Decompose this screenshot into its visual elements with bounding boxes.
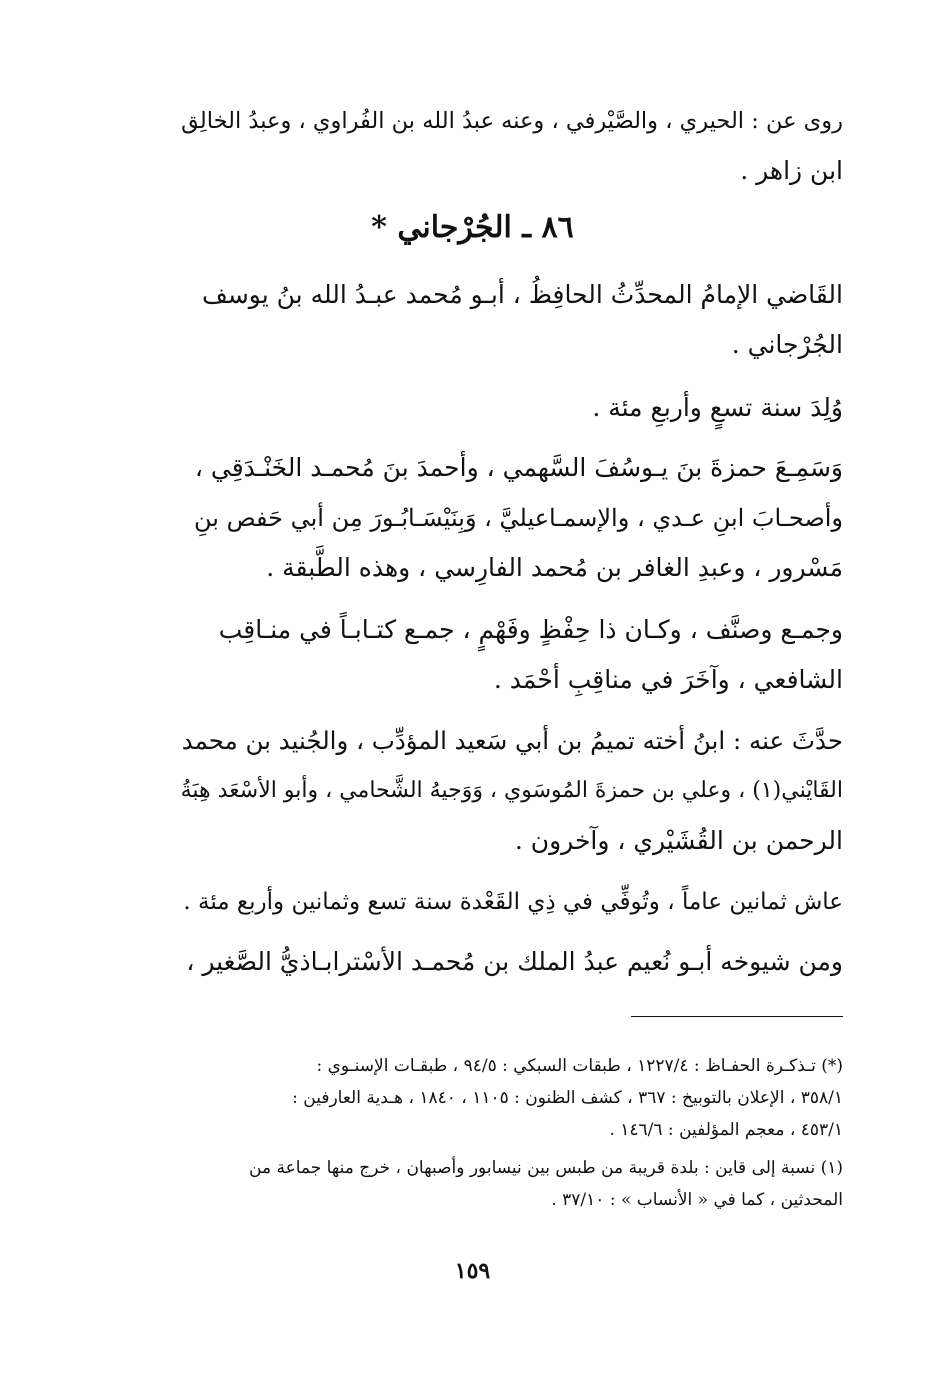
footnote-line: (*) تـذكـرة الحفـاظ : ١٢٢٧/٤ ، طبقات السبكي : ٩٤/٥ ، طبقـات الإسنـوي : (316, 1056, 843, 1076)
paragraph-death (181, 877, 843, 927)
text-line: مَسْرور ، وعبدِ الغافر بن مُحمد الفارِسي ، وهذه الطَّبقة . (266, 553, 843, 582)
footnote-sources (181, 1050, 843, 1146)
text-line: ابن زاهر . (740, 156, 843, 185)
text-line: ومن شيوخه أبـو نُعيم عبدُ الملك بن مُحمـد الأسْترابـاذيُّ الصَّغير ، (186, 947, 843, 976)
text-line: روى عن : الحيري ، والصَّيْرفي ، وعنه عبدُ الله بن الفُراوي ، وعبدُ الخالِق (181, 108, 843, 134)
paragraph-works (181, 605, 843, 705)
text-line: القَايْني(١) ، وعلي بن حمزةَ المُوسَوي ، وَوَجيهُ الشَّحامي ، وأبو الأسْعَد هِبَةُ (180, 778, 843, 803)
footnote-qayn (181, 1152, 843, 1216)
text-line: الجُرْجاني . (731, 330, 843, 359)
text-line: الرحمن بن القُشَيْري ، وآخرون . (514, 826, 843, 855)
paragraph-teachers (181, 443, 843, 593)
footnote-line: ٤٥٣/١ ، معجم المؤلفين : ١٤٦/٦ . (609, 1120, 843, 1140)
paragraph-shuyukh (181, 937, 843, 987)
footnote-line: المحدثين ، كما في « الأنساب » : ٣٧/١٠ . (551, 1190, 843, 1210)
paragraph-identity (181, 270, 843, 370)
text-line: الشافعي ، وآخَرَ في مناقِبِ أحْمَد . (493, 665, 843, 694)
text-line: القَاضي الإمامُ المحدِّثُ الحافِظُ ، أبـو مُحمد عبـدُ الله بنُ يوسف (201, 280, 843, 309)
footnote-line: (١) نسبة إلى قاين : بلدة قريبة من طبس بين نيسابور وأصبهان ، خرج منها جماعة من (249, 1158, 843, 1178)
paragraph-birth (181, 383, 843, 433)
intro-paragraph (181, 96, 843, 196)
text-line: وُلِدَ سنة تسعٍ وأربعِ مئة . (592, 393, 843, 422)
entry-title: ٨٦ ـ الجُرْجاني * (371, 210, 574, 245)
page-number: ١٥٩ (454, 1258, 491, 1284)
footnote-line: ٣٥٨/١ ، الإعلان بالتوبيخ : ٣٦٧ ، كشف الظنون : ١١٠٥ ، ١٨٤٠ ، هـدية العارفين : (292, 1088, 843, 1108)
text-line: عاش ثمانين عاماً ، وتُوفِّي في ذِي القَعْدة سنة تسع وثمانين وأربع مئة . (183, 889, 843, 915)
text-line: وأصحـابَ ابنِ عـدي ، والإسمـاعيليَّ ، وَبِنَيْسَـابُـورَ مِن أبي حَفص بنِ (194, 504, 843, 532)
text-line: حدَّثَ عنه : ابنُ أخته تميمُ بن أبي سَعيد المؤدِّب ، والجُنيد بن محمد (181, 726, 843, 755)
text-line: وَسَمِـعَ حمزةَ بنَ يـوسُفَ السَّهمي ، وأحمدَ بنَ مُحمـد الخَنْـدَقِي ، (194, 453, 843, 482)
paragraph-students (181, 716, 843, 866)
text-line: وجمـع وصنَّف ، وكـان ذا حِفْظٍ وفَهْمٍ ، جمـع كتـابـاً في منـاقِب (218, 615, 843, 644)
footnote-divider (631, 1016, 843, 1017)
